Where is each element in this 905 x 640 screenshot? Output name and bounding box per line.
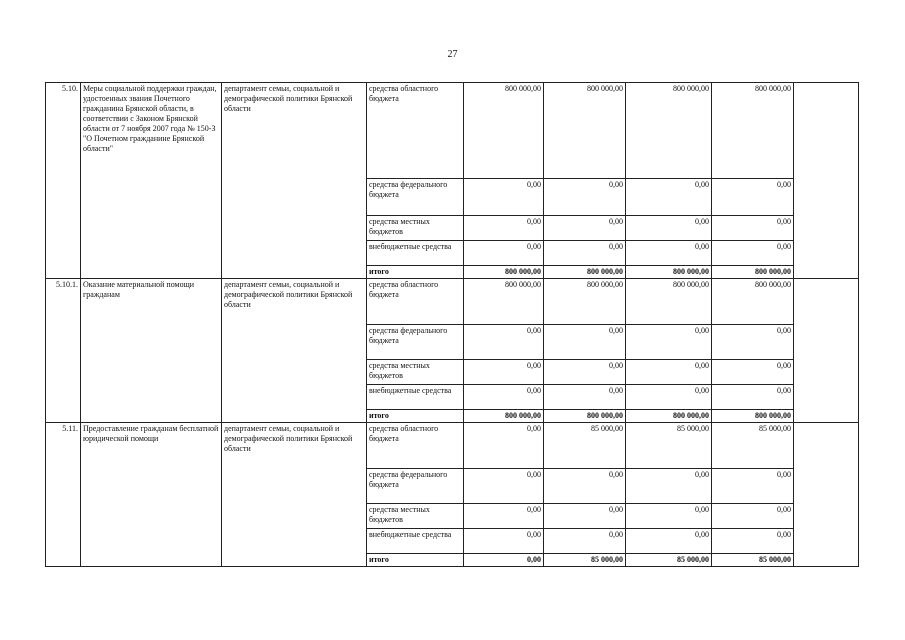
funding-source: внебюджетные средства [367,241,464,266]
amount-cell: 800 000,00 [544,410,626,423]
amount-cell: 85 000,00 [544,554,626,567]
amount-cell: 800 000,00 [544,266,626,279]
amount-cell: 0,00 [626,216,712,241]
funding-source: итого [367,410,464,423]
amount-cell: 85 000,00 [712,554,794,567]
section-executor: департамент семьи, социальной и демографической политики Брянской области [222,423,367,567]
amount-cell: 0,00 [712,529,794,554]
section-code: 5.10. [46,83,81,279]
amount-cell: 0,00 [712,360,794,385]
section-executor: департамент семьи, социальной и демографической политики Брянской области [222,83,367,279]
amount-cell: 0,00 [464,216,544,241]
section-title: Предоставление гражданам бесплатной юридической помощи [81,423,222,567]
amount-cell: 0,00 [712,385,794,410]
amount-cell: 0,00 [626,504,712,529]
empty-cell [794,279,859,423]
funding-source: средства федерального бюджета [367,325,464,360]
amount-cell: 0,00 [544,385,626,410]
amount-cell: 800 000,00 [626,410,712,423]
funding-source: средства областного бюджета [367,279,464,325]
amount-cell: 800 000,00 [712,279,794,325]
amount-cell: 0,00 [712,325,794,360]
amount-cell: 800 000,00 [712,266,794,279]
amount-cell: 85 000,00 [626,423,712,469]
amount-cell: 0,00 [712,241,794,266]
amount-cell: 85 000,00 [626,554,712,567]
amount-cell: 0,00 [544,179,626,216]
page-number: 27 [447,49,458,60]
amount-cell: 800 000,00 [712,83,794,179]
section-code: 5.11. [46,423,81,567]
empty-cell [794,423,859,567]
amount-cell: 800 000,00 [464,279,544,325]
funding-source: средства местных бюджетов [367,360,464,385]
amount-cell: 800 000,00 [712,410,794,423]
amount-cell: 0,00 [712,216,794,241]
amount-cell: 0,00 [544,529,626,554]
funding-source: средства федерального бюджета [367,469,464,504]
funding-source: средства областного бюджета [367,83,464,179]
amount-cell: 0,00 [464,385,544,410]
amount-cell: 85 000,00 [544,423,626,469]
amount-cell: 0,00 [712,469,794,504]
amount-cell: 0,00 [626,469,712,504]
amount-cell: 0,00 [544,325,626,360]
amount-cell: 800 000,00 [626,83,712,179]
amount-cell: 0,00 [626,385,712,410]
amount-cell: 0,00 [464,360,544,385]
amount-cell: 0,00 [626,241,712,266]
amount-cell: 800 000,00 [626,279,712,325]
empty-cell [794,83,859,279]
amount-cell: 800 000,00 [626,266,712,279]
amount-cell: 0,00 [626,529,712,554]
funding-source: средства областного бюджета [367,423,464,469]
amount-cell: 0,00 [464,554,544,567]
section-title: Оказание материальной помощи гражданам [81,279,222,423]
budget-table [45,82,859,567]
table-row [46,279,859,325]
amount-cell: 0,00 [626,325,712,360]
amount-cell: 0,00 [544,360,626,385]
amount-cell: 0,00 [626,179,712,216]
funding-source: внебюджетные средства [367,529,464,554]
table-row [46,83,859,179]
funding-source: итого [367,554,464,567]
funding-source: средства местных бюджетов [367,504,464,529]
funding-source: средства местных бюджетов [367,216,464,241]
amount-cell: 0,00 [464,179,544,216]
amount-cell: 0,00 [464,529,544,554]
amount-cell: 0,00 [544,504,626,529]
amount-cell: 0,00 [712,504,794,529]
section-executor: департамент семьи, социальной и демографической политики Брянской области [222,279,367,423]
amount-cell: 800 000,00 [464,83,544,179]
amount-cell: 0,00 [544,241,626,266]
amount-cell: 800 000,00 [464,266,544,279]
amount-cell: 800 000,00 [464,410,544,423]
amount-cell: 0,00 [544,216,626,241]
amount-cell: 0,00 [464,504,544,529]
funding-source: итого [367,266,464,279]
funding-source: средства федерального бюджета [367,179,464,216]
amount-cell: 0,00 [712,179,794,216]
amount-cell: 0,00 [544,469,626,504]
funding-source: внебюджетные средства [367,385,464,410]
section-title: Меры социальной поддержки граждан, удостоенных звания Почетного гражданина Брянской области, в соответствии с Законом Брянской области от 7 ноября 2007 года № 150-З "О Почетном гражданине Брянской области" [81,83,222,279]
table-row [46,423,859,469]
amount-cell: 0,00 [464,423,544,469]
amount-cell: 85 000,00 [712,423,794,469]
amount-cell: 800 000,00 [544,279,626,325]
amount-cell: 0,00 [464,241,544,266]
section-code: 5.10.1. [46,279,81,423]
amount-cell: 0,00 [464,469,544,504]
amount-cell: 0,00 [626,360,712,385]
amount-cell: 800 000,00 [544,83,626,179]
amount-cell: 0,00 [464,325,544,360]
